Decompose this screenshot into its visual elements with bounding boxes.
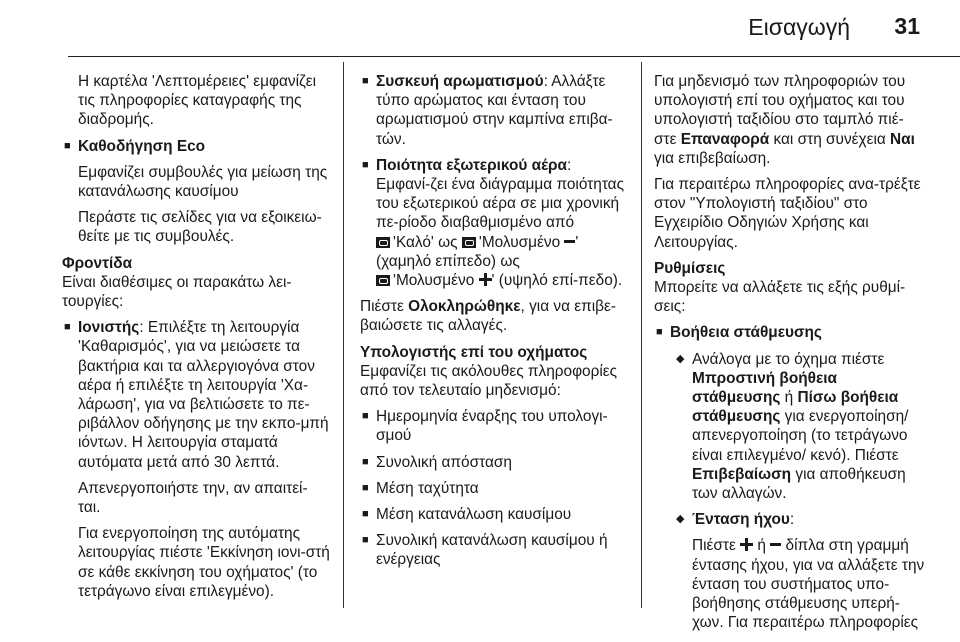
list-item-text: Μέση ταχύτητα bbox=[376, 479, 479, 497]
column-1 bbox=[62, 72, 330, 608]
ionizer-off-text: Απενεργοποιήστε την, αν απαιτεί-ται. bbox=[78, 479, 308, 517]
minus-icon bbox=[564, 240, 575, 243]
bullet-square-icon: ■ bbox=[362, 158, 369, 171]
bullet-square-icon: ■ bbox=[362, 75, 369, 87]
aroma-heading: Συσκευή αρωματισμού bbox=[376, 73, 544, 90]
reset-text-c: για επιβεβαίωση. bbox=[654, 149, 771, 167]
air-polluted2-text: 'Μολυσμένο bbox=[393, 272, 475, 290]
list-item-text: Συνολική απόσταση bbox=[376, 453, 512, 471]
parking-rear-key: Πίσω βοήθεια στάθμευσης bbox=[692, 389, 899, 426]
done-key: Ολοκληρώθηκε bbox=[408, 298, 521, 316]
more-info-text: Για περαιτέρω πληροφορίες ανα-τρέξτε στον "Υπολογιστή ταξιδίου" στο Εγχειρίδιο Οδηγιών Χρήσης και Λειτουργίας. bbox=[654, 176, 921, 251]
reset-text bbox=[654, 72, 926, 168]
press-word: Πιέστε bbox=[360, 298, 404, 316]
plus-icon bbox=[740, 538, 753, 551]
bullet-square-icon: ■ bbox=[362, 508, 369, 521]
bullet-square-icon: ■ bbox=[362, 455, 369, 468]
list-item-text: Μέση κατανάλωση καυσίμου bbox=[376, 506, 572, 524]
list-item bbox=[360, 531, 628, 569]
reset-key: Επαναφορά bbox=[680, 130, 770, 148]
bullet-square-icon: ■ bbox=[656, 326, 663, 339]
column-divider bbox=[343, 62, 344, 608]
air-quality-heading: Ποιότητα εξωτερικού αέρα bbox=[376, 156, 568, 174]
parking-text-b: για ενεργοποίηση/απενεργοποίηση (το τετράγωνο είναι επιλεγμένο/ κενό). Πιέστε bbox=[692, 408, 909, 464]
bullet-square-icon: ■ bbox=[64, 321, 71, 334]
plus-icon bbox=[479, 273, 492, 286]
air-polluted-icon bbox=[462, 237, 476, 248]
air-low-text: ' (χαμηλό επίπεδο) ως bbox=[376, 233, 579, 270]
volume-text bbox=[654, 536, 926, 632]
column-3 bbox=[654, 72, 926, 639]
sub-bullet-volume: ◆ Ένταση ήχου: bbox=[676, 511, 795, 529]
list-item bbox=[360, 407, 628, 445]
ionizer-auto-text: Για ενεργοποίηση της αυτόματης λειτουργίας πιέστε 'Εκκίνηση ιονι-στή σε κάθε εκκίνηση του οχήματος' (το τετράγωνο είναι επιλεγμένο). bbox=[78, 525, 330, 600]
reset-text-b: και στη συνέχεια bbox=[773, 130, 886, 148]
air-high-text: ' (υψηλό επί-πεδο). bbox=[491, 272, 623, 290]
yes-key: Ναι bbox=[890, 130, 915, 148]
header-rule bbox=[68, 56, 960, 57]
column-divider bbox=[641, 62, 642, 608]
page-header bbox=[0, 0, 960, 58]
ionizer-heading: Ιονιστής bbox=[78, 319, 140, 337]
trip-details-text: Η καρτέλα 'Λεπτομέρειες' εμφανίζει τις πληροφορίες καταγραφής της διαδρομής. bbox=[78, 73, 317, 129]
volume-heading: Ένταση ήχου bbox=[692, 511, 790, 529]
confirm-key: Επιβεβαίωση bbox=[692, 465, 792, 483]
chapter-title: Εισαγωγή bbox=[748, 14, 850, 40]
volume-desc: δίπλα στη γραμμή έντασης ήχου, για να αλλάξετε την ένταση του συστήματος υπο-βοήθησης στάθμευσης υπερή-χων. Για περαιτέρω πληροφορίες bbox=[692, 537, 925, 632]
confirm-text bbox=[360, 297, 628, 335]
bullet-square-icon: ■ bbox=[64, 139, 71, 152]
care-text: Είναι διαθέσιμες οι παρακάτω λει-τουργίες: bbox=[62, 273, 292, 311]
list-item bbox=[360, 453, 628, 472]
bullet-eco bbox=[62, 137, 330, 156]
eco-pages-text: Περάστε τις σελίδες για να εξοικειω-θείτε με τις συμβουλές. bbox=[78, 209, 322, 246]
settings-text: Μπορείτε να αλλάξετε τις εξής ρυθμί-σεις: bbox=[654, 279, 906, 316]
care-heading: Φροντίδα bbox=[62, 254, 133, 272]
bullet-parking bbox=[654, 323, 926, 342]
bullet-square-icon: ■ bbox=[362, 410, 369, 423]
air-good-text: 'Καλό' ως bbox=[393, 233, 458, 251]
volume-or: ή bbox=[757, 537, 766, 555]
bullet-square-icon: ■ bbox=[362, 534, 369, 547]
list-item-text: Ημερομηνία έναρξης του υπολογι-σμού bbox=[376, 408, 608, 445]
minus-icon bbox=[770, 543, 781, 546]
bullet-aroma bbox=[360, 72, 628, 149]
column-2 bbox=[360, 72, 628, 577]
sub-bullet-parking bbox=[654, 350, 926, 504]
bullet-air-quality bbox=[360, 156, 628, 290]
trip-computer-heading: Υπολογιστής επί του οχήματος bbox=[360, 343, 588, 361]
parking-front-key: Μπροστινή βοήθεια στάθμευσης bbox=[692, 369, 837, 407]
reset-text-a: Για μηδενισμό των πληροφοριών του υπολογιστή επί του οχήματος και του υπολογιστή ταξιδίου στο ταμπλό πιέ-στε bbox=[654, 73, 906, 148]
list-item bbox=[360, 479, 628, 498]
list-item bbox=[360, 505, 628, 524]
trip-computer-text: Εμφανίζει τις ακόλουθες πληροφορίες από τον τελευταίο μηδενισμό: bbox=[360, 362, 618, 400]
air-polluted-high-icon bbox=[376, 275, 390, 286]
list-item-text: Συνολική κατανάλωση καυσίμου ή ενέργειας bbox=[376, 532, 608, 569]
settings-heading: Ρυθμίσεις bbox=[654, 259, 726, 277]
eco-heading: Καθοδήγηση Eco bbox=[78, 137, 206, 155]
page-number: 31 bbox=[894, 13, 920, 39]
or-word: ή bbox=[784, 389, 794, 407]
air-good-icon bbox=[376, 237, 390, 248]
confirm-rest: , για να επιβε-βαιώσετε τις αλλαγές. bbox=[360, 298, 616, 335]
bullet-diamond-icon: ◆ bbox=[676, 352, 685, 365]
air-quality-text: : Εμφανί-ζει ένα διάγραμμα ποιότητας του εξωτερικού αέρα σε μια χρονική πε-ρίοδο διαβαθμισμένο από bbox=[376, 156, 625, 232]
parking-text-c: για αποθήκευση των αλλαγών. bbox=[692, 465, 906, 503]
bullet-diamond-icon: ◆ bbox=[676, 513, 685, 526]
parking-text-a: Ανάλογα με το όχημα πιέστε bbox=[692, 350, 885, 368]
eco-text: Εμφανίζει συμβουλές για μείωση της κατανάλωσης καυσίμου bbox=[78, 163, 328, 201]
parking-heading: Βοήθεια στάθμευσης bbox=[670, 324, 822, 342]
air-polluted-text: 'Μολυσμένο bbox=[478, 233, 561, 251]
volume-press: Πιέστε bbox=[692, 537, 736, 555]
ionizer-text: : Επιλέξτε τη λειτουργία 'Καθαρισμός', για να μειώσετε τα βακτήρια και τα αλλεργιογόνα στον αέρα ή επιλέξτε τη λειτουργία 'Χα-λάρωση', για να βελτιώσετε το πε-ριβάλλον οδήγησης με την εκπο-μπή ιόντων. Η λειτουργία σταματά αυτόματα μετά από 30 λεπτά. bbox=[78, 319, 329, 471]
bullet-square-icon: ■ bbox=[362, 481, 369, 494]
bullet-ionizer bbox=[62, 318, 330, 472]
aroma-text: : Αλλάξτε τύπο αρώματος και ένταση του αρωματισμού στην καμπίνα επιβα-τών. bbox=[376, 73, 613, 148]
